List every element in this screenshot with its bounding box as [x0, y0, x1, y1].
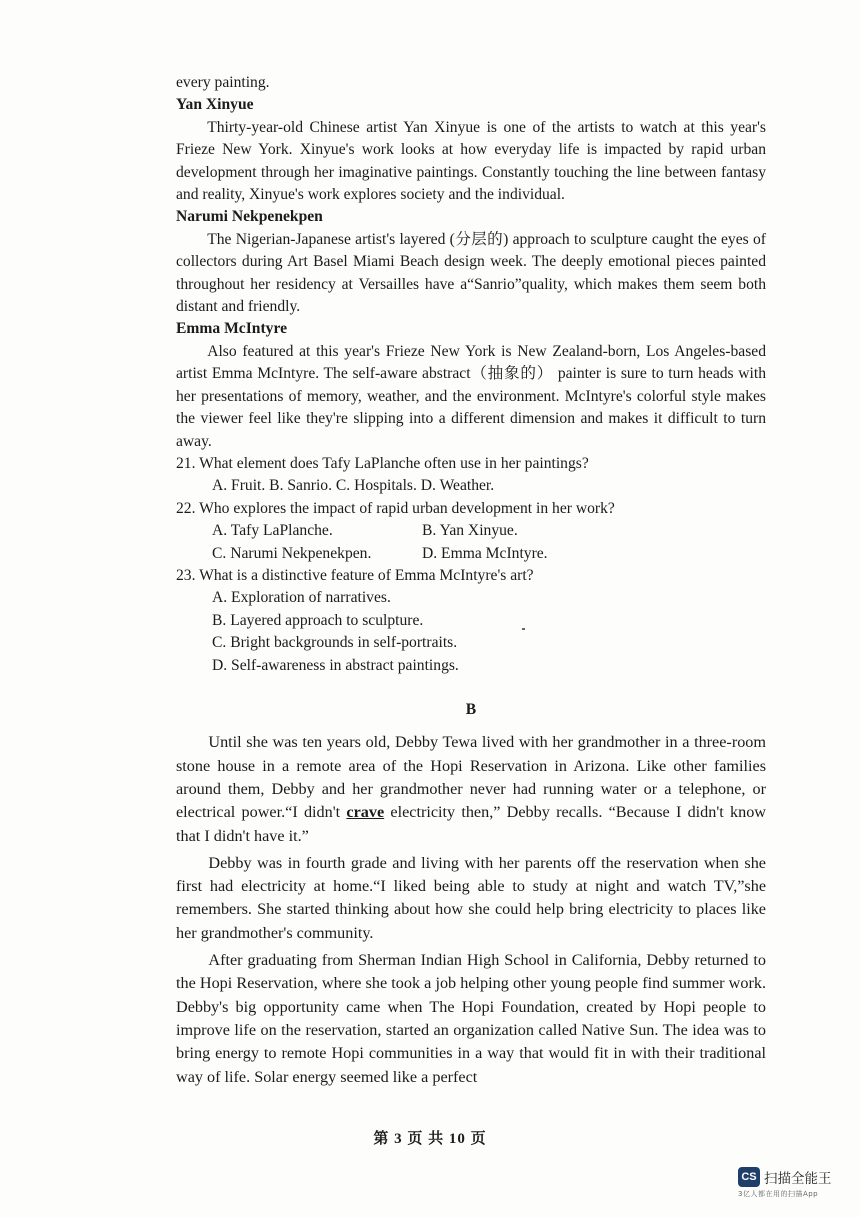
question-23-stem: 23. What is a distinctive feature of Emma McIntyre's art? [176, 566, 534, 584]
continued-fragment: every painting. [176, 74, 270, 91]
profile-heading-narumi: Narumi Nekpenekpen [176, 208, 323, 226]
question-23-option-c: C. Bright backgrounds in self-portraits. [212, 634, 458, 652]
camscanner-logo-icon: CS [738, 1167, 760, 1187]
question-22 [176, 498, 766, 565]
section-b-paragraph-3: After graduating from Sherman Indian High School in California, Debby returned to the Hopi Reservation, where she took a job helping other young people find summer work. Debby's big opportunity came when The Hopi Foundation, created by Hopi people to improve life on the reservation, started an organization called Native Sun. The idea was to bring energy to remote Hopi communities in a way that would fit in with their traditional way of life. Solar energy seemed like a perfect [176, 951, 766, 1086]
question-22-stem: 22. Who explores the impact of rapid urban development in her work? [176, 499, 615, 517]
question-22-option-b: B. Yan Xinyue. [422, 522, 518, 540]
section-b-paragraph-2: Debby was in fourth grade and living with her parents off the reservation when she first had electricity at home.“I liked being able to study at night and watch TV,”she remembers. She started thinking about how she could help bring electricity to places like her grandmother's community. [176, 853, 766, 942]
profile-heading-emma: Emma McIntyre [176, 320, 288, 338]
page-content [176, 72, 766, 1093]
page-number: 第 3 页 共 10 页 [373, 1131, 487, 1147]
question-21-stem: 21. What element does Tafy LaPlanche often use in her paintings? [176, 454, 589, 472]
profile-text-yan-xinyue: Thirty-year-old Chinese artist Yan Xinyue is one of the artists to watch at this year's Frieze New York. Xinyue's work looks at how everyday life is impacted by rapid urban development through her imaginative paintings. Constantly touching the line between fantasy and reality, Xinyue's work explores society and the individual. [176, 118, 766, 204]
question-23-option-a: A. Exploration of narratives. [212, 589, 391, 607]
underlined-word-crave: crave [346, 803, 385, 822]
profile-text-narumi: The Nigerian-Japanese artist's layered (分层的) approach to sculpture caught the eyes of collectors during Art Basel Miami Beach design week. The deeply emotional pieces painted throughout her residency at Versailles have a“Sanrio”quality, which makes them seem both distant and friendly. [176, 230, 766, 316]
question-23-option-d: D. Self-awareness in abstract paintings. [212, 656, 459, 674]
scanner-watermark [738, 1167, 848, 1199]
question-23 [176, 565, 766, 677]
section-b-paragraph-1 [176, 731, 766, 847]
section-b-passage [176, 731, 766, 1088]
profile-heading-yan-xinyue: Yan Xinyue [176, 96, 254, 114]
section-b-heading: B [465, 700, 477, 718]
watermark-title: 扫描全能王 [764, 1171, 832, 1187]
question-23-option-b: B. Layered approach to sculpture. [212, 611, 424, 629]
question-22-option-c: C. Narumi Nekpenekpen. [212, 544, 372, 562]
profile-text-emma: Also featured at this year's Frieze New York is New Zealand-born, Los Angeles-based artist Emma McIntyre. The self-aware abstract（抽象的） painter is sure to turn heads with her presentations of memory, weather, and the environment. McIntyre's colorful style makes the viewer feel like they're slipping into a different dimension and makes it difficult to turn away. [176, 342, 766, 450]
question-22-option-a: A. Tafy LaPlanche. [212, 522, 333, 540]
question-21-options: A. Fruit. B. Sanrio. C. Hospitals. D. Weather. [212, 477, 495, 495]
question-22-options [176, 520, 766, 565]
watermark-row [738, 1167, 848, 1187]
question-21 [176, 453, 766, 498]
question-22-option-d: D. Emma McIntyre. [422, 544, 548, 562]
scan-speck [522, 628, 525, 630]
watermark-subtitle: 3亿人都在用的扫描App [738, 1190, 819, 1198]
paragraph-1-text-after: electricity then,” Debby recalls. “Because I didn't know that I didn't have it.” [176, 803, 766, 845]
paragraph-1-text-before: Until she was ten years old, Debby Tewa lived with her grandmother in a three-room stone house in a remote area of the Hopi Reservation in Arizona. Like other families around them, Debby and her grandmother never had running water or a telephone, or electrical power.“I didn't [176, 733, 766, 822]
